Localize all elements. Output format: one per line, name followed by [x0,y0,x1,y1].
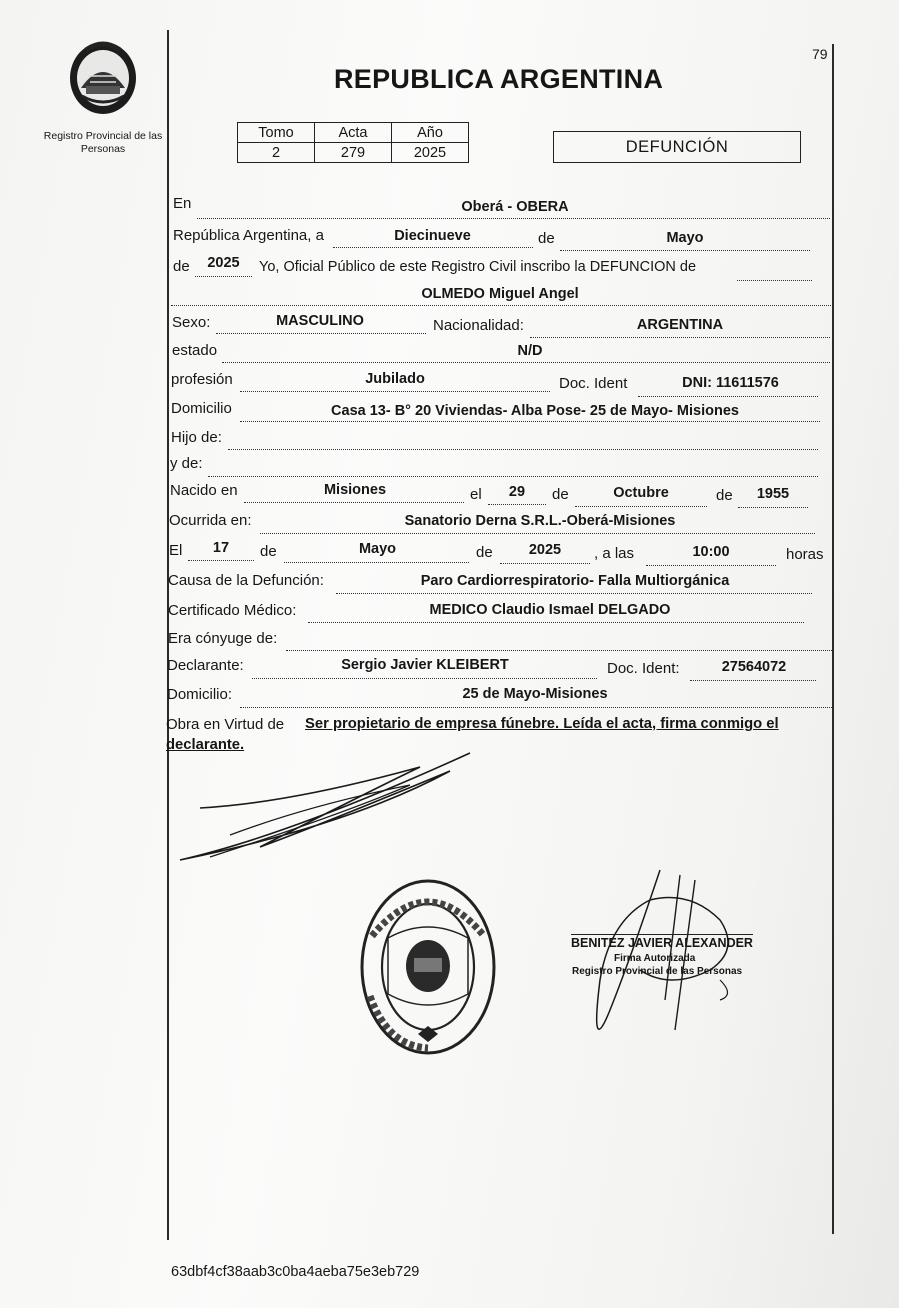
label-profesion: profesión [171,371,233,388]
dotted-line [244,502,464,503]
official-seal-stamp [358,876,498,1058]
page-number: 79 [812,46,828,62]
label-ocurrida-en: Ocurrida en: [169,512,252,529]
field-birth-month: Octubre [613,485,669,501]
label-de-birth-year: de [716,487,733,504]
field-death-day: 17 [212,540,230,556]
label-de-year: de [173,258,190,275]
dotted-line [222,362,830,363]
register-header-acta: Acta [315,123,392,143]
register-header-tomo: Tomo [238,123,315,143]
official-office: Registro Provincial de las Personas [572,966,743,977]
dotted-line [228,449,818,450]
register-value-anio: 2025 [392,143,469,163]
label-yo-oficial: Yo, Oficial Público de este Registro Civil inscribo la DEFUNCION de [259,259,697,275]
label-obra-en-virtud: Obra en Virtud de [166,716,285,733]
field-year: 2025 [207,255,240,271]
field-sex: MASCULINO [276,313,364,329]
dotted-line [646,565,776,566]
label-estado: estado [172,342,218,359]
dotted-line [530,337,830,338]
field-doctor: MEDICO Claudio Ismael DELGADO [429,602,671,618]
field-virtue-line1: Ser propietario de empresa fúnebre. Leída el acta, firma conmigo el [305,716,779,732]
declarant-signature [170,745,500,875]
field-address: Casa 13- B° 20 Viviendas- Alba Pose- 25 de Mayo- Misiones [331,403,739,419]
dotted-line [638,396,818,397]
field-place: Oberá - OBERA [461,199,569,215]
record-type-box: DEFUNCIÓN [553,131,801,163]
label-certificado: Certificado Médico: [168,602,297,619]
field-declarant-address: 25 de Mayo-Misiones [462,686,608,702]
label-conyuge: Era cónyuge de: [168,630,278,647]
label-de: de [538,230,555,247]
dotted-line [690,680,816,681]
label-a-las: , a las [594,545,635,562]
dotted-line [737,280,812,281]
official-role: Firma Autorizada [614,953,696,964]
label-declarante: Declarante: [167,657,244,674]
label-el-death: El [169,542,183,559]
field-birth-day: 29 [508,484,526,500]
dotted-line [188,560,254,561]
field-birth-year: 1955 [756,486,790,502]
field-cause: Paro Cardiorrespiratorio- Falla Multiorgánica [420,573,730,589]
field-day-words: Diecinueve [394,228,471,244]
document-hash: 63dbf4cf38aab3c0ba4aeba75e3eb729 [171,1264,420,1280]
label-nacionalidad: Nacionalidad: [433,317,524,334]
field-death-place: Sanatorio Derna S.R.L.-Oberá-Misiones [404,513,676,529]
label-domicilio-declarante: Domicilio: [167,686,233,703]
field-declarant-id: 27564072 [721,659,787,675]
field-birth-place: Misiones [323,482,387,498]
dotted-line [333,247,533,248]
dotted-line [216,333,426,334]
dotted-line [197,218,830,219]
register-header-anio: Año [392,123,469,143]
dotted-line [240,421,820,422]
dotted-line [308,622,804,623]
field-declarant: Sergio Javier KLEIBERT [341,657,509,673]
dotted-line [208,476,818,477]
document-title: REPUBLICA ARGENTINA [334,64,664,94]
dotted-line [195,276,252,277]
dotted-line [260,533,815,534]
field-death-year: 2025 [528,542,562,558]
field-virtue-line2: declarante. [166,737,245,753]
dotted-line [284,562,469,563]
label-el: el [470,486,482,503]
field-deceased-name: OLMEDO Miguel Angel [421,286,579,302]
registry-label: Registro Provincial de las Personas [43,130,163,155]
dotted-line [336,593,812,594]
right-margin-line [832,44,834,1234]
official-name: BENITEZ JAVIER ALEXANDER [571,936,753,950]
register-table [237,122,469,163]
field-death-month: Mayo [358,541,397,557]
label-en: En [173,195,192,212]
dotted-line [560,250,810,251]
field-civil-status: N/D [517,343,543,359]
field-profession: Jubilado [365,371,425,387]
label-horas: horas [786,546,824,563]
field-id-document: DNI: 11611576 [682,375,779,391]
field-death-time: 10:00 [692,544,730,560]
label-de-birth-month: de [552,486,569,503]
label-republica: República Argentina, a [173,227,324,244]
label-doc-ident-declarant: Doc. Ident: [607,660,680,677]
label-hijo-de: Hijo de: [171,429,222,446]
label-y-de: y de: [170,455,203,472]
register-value-tomo: 2 [238,143,315,163]
register-value-acta: 279 [315,143,392,163]
field-nationality: ARGENTINA [636,317,724,333]
dotted-line [488,504,546,505]
label-domicilio: Domicilio [171,400,232,417]
dotted-line [500,563,590,564]
field-month: Mayo [666,230,704,246]
label-de-death-year: de [476,544,493,561]
dotted-line [252,678,597,679]
dotted-line [240,391,550,392]
label-doc-ident: Doc. Ident [559,375,628,392]
dotted-line [171,305,831,306]
dotted-line [575,506,707,507]
label-nacido-en: Nacido en [170,482,238,499]
label-causa: Causa de la Defunción: [168,572,324,589]
dotted-line [738,507,808,508]
label-sexo: Sexo: [172,314,211,331]
provincial-seal-logo [64,36,142,118]
label-de-death-month: de [260,543,277,560]
dotted-line [240,707,832,708]
dotted-line [286,650,832,651]
